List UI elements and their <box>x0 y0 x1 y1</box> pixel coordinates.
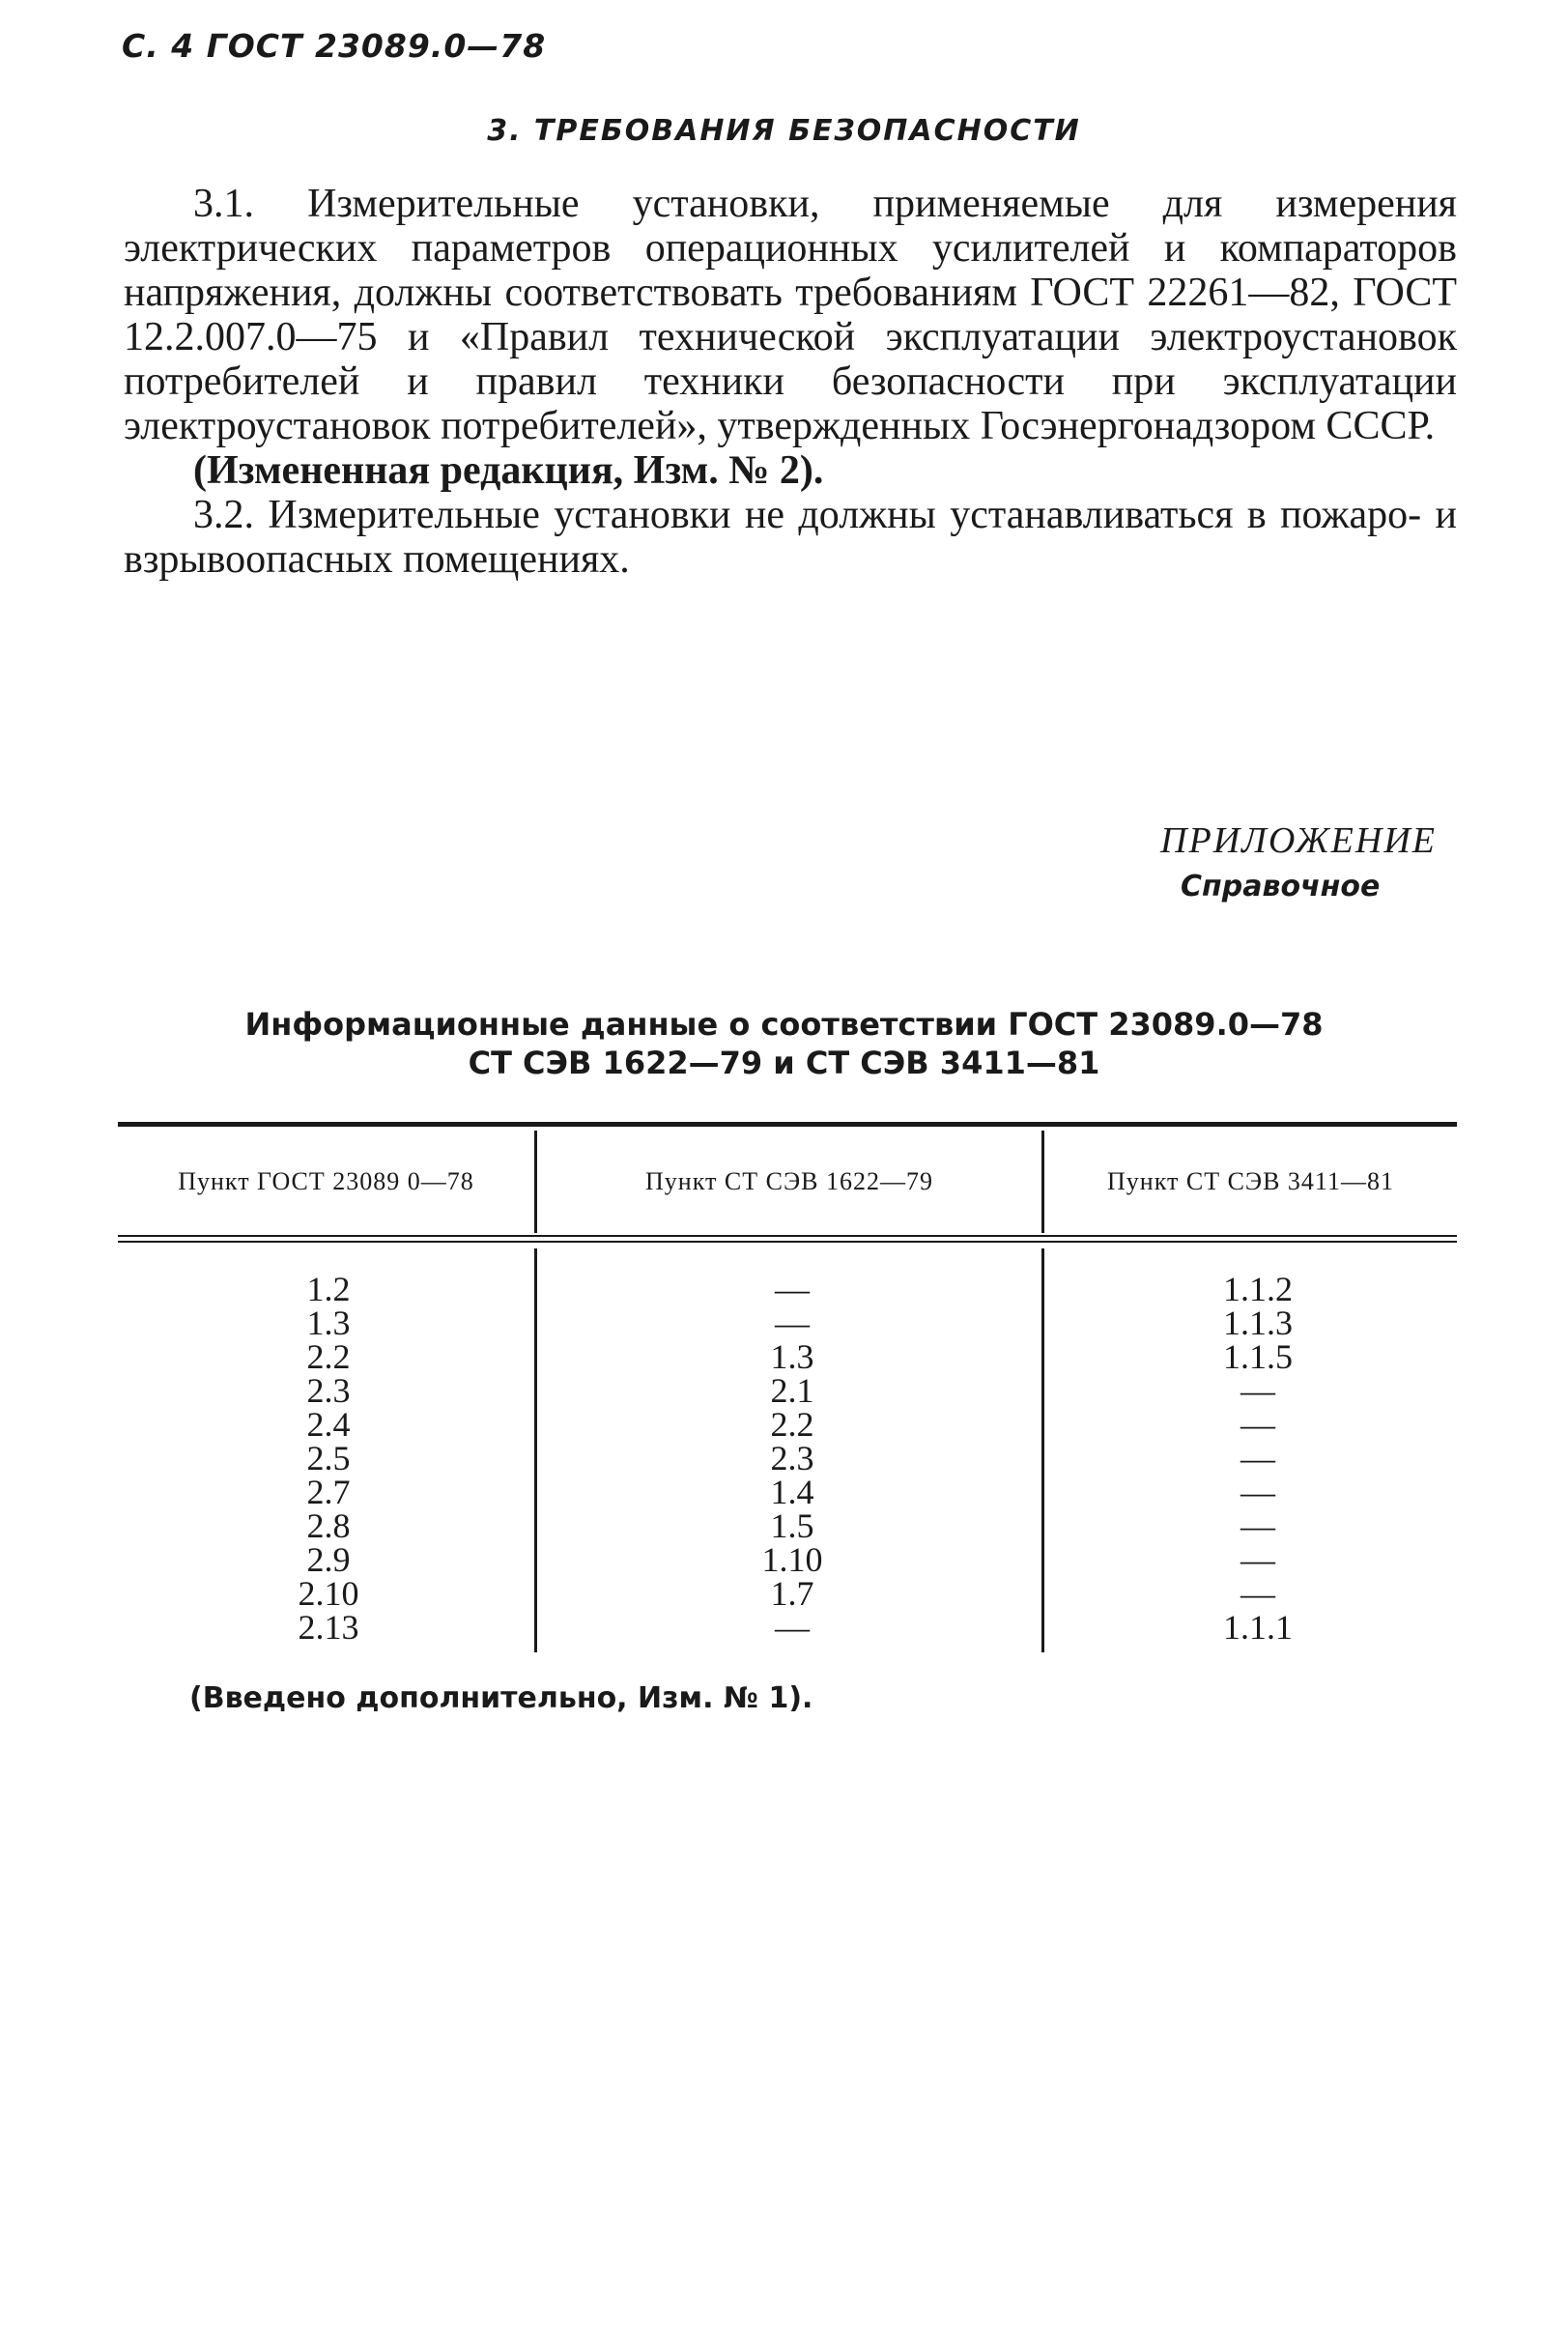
table-cell: — <box>775 1608 810 1647</box>
table-cell: 2.8 <box>306 1506 351 1545</box>
table-caption-line-2: СТ СЭВ 1622—79 и СТ СЭВ 3411—81 <box>468 1045 1100 1081</box>
table-cell: 1.3 <box>306 1304 351 1342</box>
footnote-amendment: (Введено дополнительно, Изм. № 1). <box>189 1681 813 1715</box>
section-title: 3. ТРЕБОВАНИЯ БЕЗОПАСНОСТИ <box>487 114 1081 148</box>
table-cell: 2.3 <box>306 1371 351 1410</box>
table-cell: — <box>1240 1405 1275 1444</box>
table-header-st-sev-3411: Пункт СТ СЭВ 3411—81 <box>1107 1167 1394 1195</box>
table-cell: 2.2 <box>306 1337 351 1376</box>
table-cell: 1.10 <box>761 1540 823 1579</box>
table-cell: 2.2 <box>770 1405 814 1444</box>
table-cell: — <box>1240 1574 1275 1613</box>
table-cell: 2.3 <box>770 1439 814 1477</box>
running-head: С. 4 ГОСТ 23089.0—78 <box>122 27 547 65</box>
table-column-st-sev-1622 <box>705 1270 879 1647</box>
table-cell: 2.1 <box>770 1371 814 1410</box>
table-cell: 2.10 <box>298 1574 359 1613</box>
appendix-label: ПРИЛОЖЕНИЕ <box>1160 820 1437 861</box>
appendix-sublabel: Справочное <box>1181 870 1381 903</box>
table-header-gost: Пункт ГОСТ 23089 0—78 <box>178 1167 474 1195</box>
table-cell: 1.5 <box>770 1506 814 1545</box>
table-cell: 2.4 <box>306 1405 351 1444</box>
column-divider-2-body <box>1041 1248 1044 1652</box>
table-cell: 1.1.3 <box>1223 1304 1293 1342</box>
paragraph-3-1: 3.1. Измерительные установки, применяемые для измерения электрических параметров операционных усилителей и компараторов напряжения, должны соответствовать требованиям ГОСТ 22261—82, ГОСТ 12.2.007.0—75 и «Правил технической эксплуатации электроустановок потребителей и правил техники безопасности при эксплуатации электроустановок потребителей», утвержденных Госэнергонадзором СССР. <box>124 182 1457 448</box>
amendment-note: (Измененная редакция, Изм. № 2). <box>193 448 824 493</box>
table-cell: — <box>1240 1439 1275 1477</box>
table-caption-line-1: Информационные данные о соответствии ГОСТ 23089.0—78 <box>244 1006 1324 1043</box>
table-cell: 2.5 <box>306 1439 351 1477</box>
table-cell: — <box>1240 1506 1275 1545</box>
paragraph-3-2: 3.2. Измерительные установки не должны устанавливаться в пожаро- и взрывоопасных помещениях. <box>124 493 1457 582</box>
table-header-rule-1 <box>118 1235 1457 1237</box>
table-cell: 2.13 <box>298 1608 359 1647</box>
table-column-gost <box>242 1270 415 1647</box>
table-cell: — <box>775 1304 810 1342</box>
table-cell: 1.1.5 <box>1223 1337 1293 1376</box>
table-cell: 1.1.1 <box>1223 1608 1293 1647</box>
table-cell: 2.9 <box>306 1540 351 1579</box>
column-divider-1-body <box>534 1248 537 1652</box>
table-cell: 1.4 <box>770 1473 814 1511</box>
table-cell: — <box>1240 1540 1275 1579</box>
table-top-rule <box>118 1122 1457 1127</box>
table-cell: 1.2 <box>306 1270 351 1308</box>
table-cell: 1.1.2 <box>1223 1270 1293 1308</box>
table-cell: 1.3 <box>770 1337 814 1376</box>
table-header-rule-2 <box>118 1241 1457 1243</box>
table-header-st-sev-1622: Пункт СТ СЭВ 1622—79 <box>645 1167 933 1195</box>
table-column-st-sev-3411 <box>1171 1270 1345 1647</box>
table-caption <box>0 1005 1568 1082</box>
table-cell: — <box>775 1270 810 1308</box>
table-cell: 2.7 <box>306 1473 351 1511</box>
section-body <box>124 182 1457 582</box>
table-cell: — <box>1240 1473 1275 1511</box>
table-cell: — <box>1240 1371 1275 1410</box>
table-cell: 1.7 <box>770 1574 814 1613</box>
